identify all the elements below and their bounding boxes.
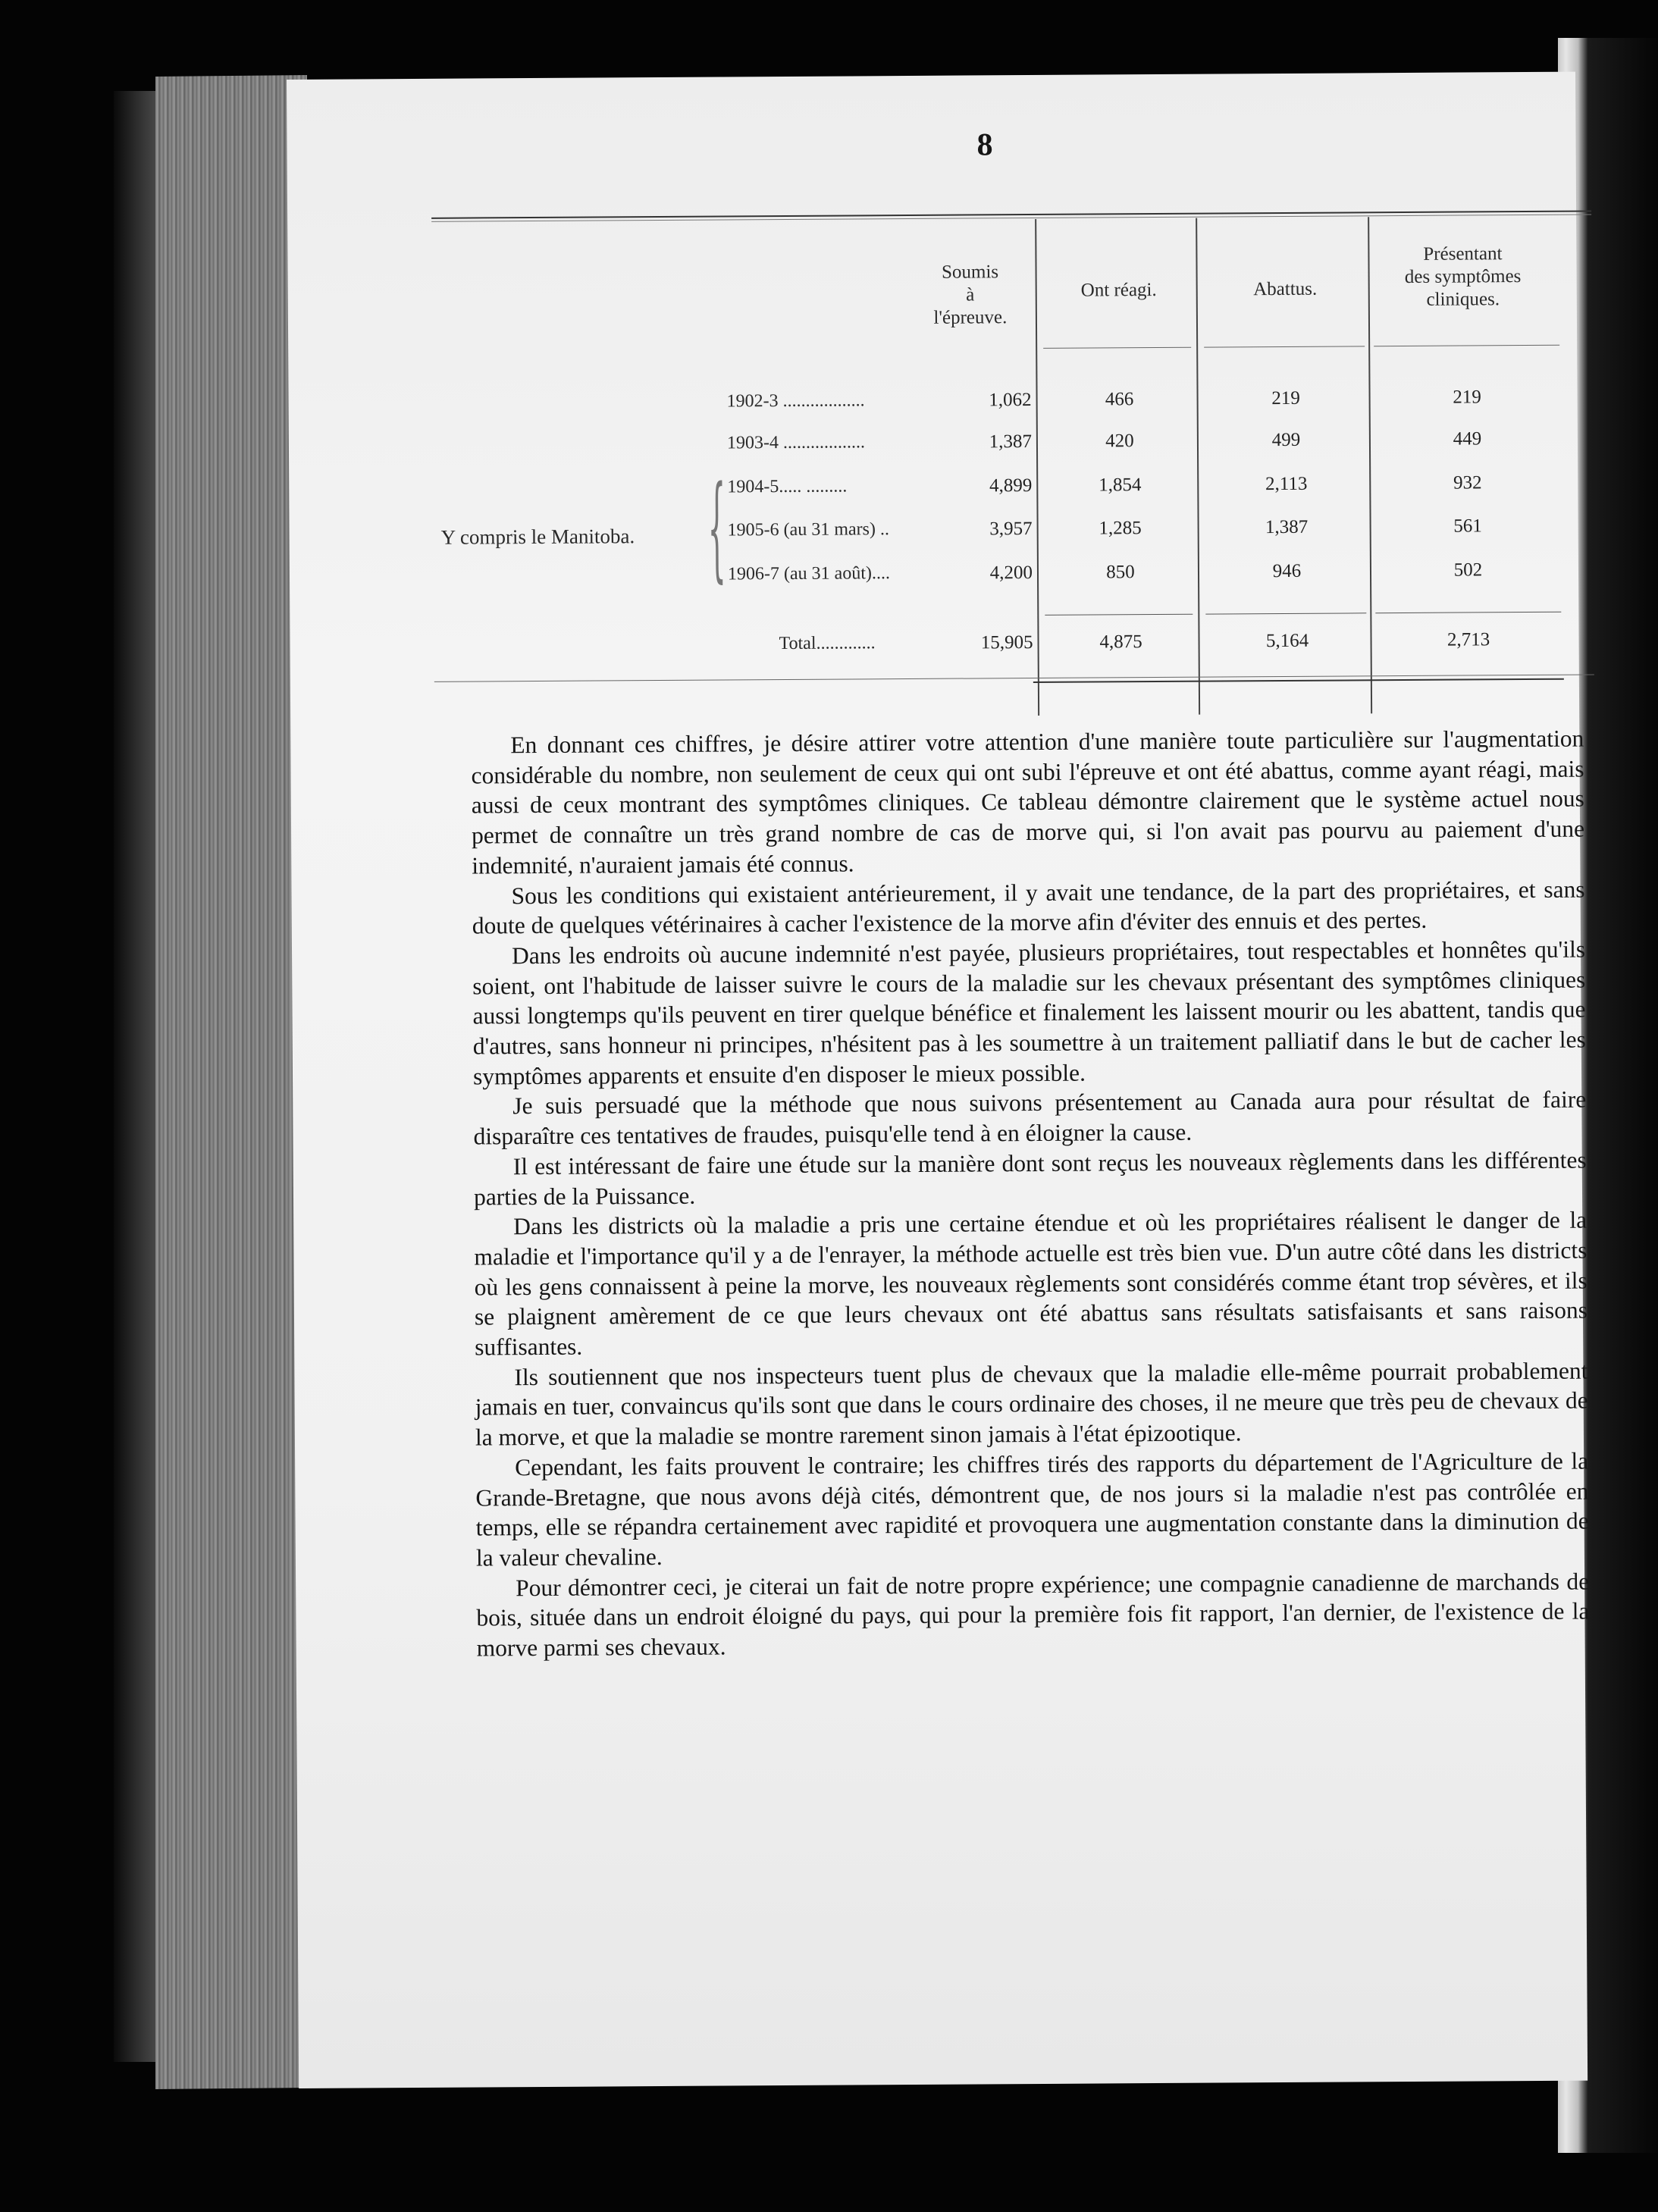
cell-submitted: 1,387	[989, 431, 1033, 453]
cell-reacted: 850	[1106, 562, 1135, 583]
header-symptoms: Présentant des symptômes cliniques.	[1404, 243, 1522, 310]
paragraph: Ils soutiennent que nos inspecteurs tuent plus de chevaux que la maladie elle-même pourrait probablement jamais en tuer, convaincus qu'ils sont que dans le cours ordinaire des choses, il ne meure que très peu de chevaux de la morve, et que la maladie se montre rarement sinon jamais à l'état épizootique.	[475, 1357, 1588, 1451]
total-submitted: 15,905	[980, 631, 1033, 653]
cell-symptoms: 219	[1453, 387, 1481, 408]
paragraph: Je suis persuadé que la méthode que nous suivons présentement au Canada aura pour résultat de faire disparaître ces tentatives de fraudes, puisqu'elle tend à en éloigner la cause.	[473, 1086, 1587, 1150]
cell-submitted: 4,899	[989, 475, 1033, 497]
total-symptoms: 2,713	[1446, 629, 1490, 650]
header-submitted: Soumis à l'épreuve.	[933, 262, 1008, 328]
total-rule	[1205, 613, 1366, 614]
total-label: Total.............	[779, 633, 876, 654]
cell-slaughtered: 1,387	[1265, 516, 1309, 538]
body-text	[471, 724, 1589, 1664]
paragraph: Cependant, les faits prouvent le contraire; les chiffres tirés des rapports du département de l'Agriculture de la Grande-Bretagne, que nous avons déjà cités, démontrent que, de nos jours si la maladie n'est pas contrôlée en temps, elle se répandra certainement avec rapidité et provoquera une augmentation constante dans la diminution de la valeur chevaline.	[475, 1447, 1589, 1571]
cell-slaughtered: 2,113	[1265, 473, 1308, 495]
row-label: 1903-4 ..................	[726, 432, 866, 453]
total-rule	[1375, 612, 1561, 613]
row-label: 1906-7 (au 31 août)....	[727, 563, 891, 584]
cell-reacted: 1,854	[1099, 475, 1142, 496]
page-number: 8	[976, 127, 993, 163]
total-rule	[1045, 614, 1193, 616]
total-slaughtered: 5,164	[1265, 630, 1309, 652]
paragraph: En donnant ces chiffres, je désire attirer votre attention d'une manière toute particulière sur l'augmentation considérable du nombre, non seulement de ceux qui ont subi l'épreuve et ont été abattus, comme ayant réagi, mais aussi de ceux montrant des symptômes cliniques. Ce tableau démontre clairement que le système actuel nous permet de connaître un très grand nombre de cas de morve qui, si l'on avait pas pourvu au paiement d'une indemnité, n'auraient jamais été connus.	[471, 725, 1585, 879]
paragraph: Sous les conditions qui existaient antérieurement, il y avait une tendance, de la part des propriétaires, et sans doute de quelques vétérinaires à cacher l'existence de la morve afin d'éviter des ennuis et des pertes.	[472, 876, 1585, 939]
statistics-table	[287, 72, 1575, 654]
header-reacted: Ont réagi.	[1080, 279, 1157, 301]
row-label: 1902-3 ..................	[726, 390, 865, 412]
header-underline	[1043, 347, 1191, 349]
cell-submitted: 4,200	[989, 562, 1033, 584]
cell-symptoms: 449	[1453, 428, 1482, 450]
cell-submitted: 3,957	[989, 519, 1033, 540]
table-column-divider	[1035, 219, 1039, 716]
cell-slaughtered: 499	[1271, 429, 1301, 451]
cell-symptoms: 502	[1453, 559, 1483, 581]
row-label: 1904-5..... .........	[727, 476, 848, 497]
row-label: 1905-6 (au 31 mars) ..	[727, 519, 889, 540]
cell-symptoms: 932	[1453, 472, 1482, 493]
row-group-brace: {	[707, 462, 727, 594]
group-label: Y compris le Manitoba.	[440, 525, 635, 549]
cell-reacted: 1,285	[1099, 518, 1142, 539]
paragraph: Dans les endroits où aucune indemnité n'est payée, plusieurs propriétaires, tout respectables et honnêtes qu'ils soient, ont l'habitude de laisser suivre le cours de la maladie sur les chevaux présentant des symptômes cliniques aussi longtemps qu'ils peuvent en tirer quelque bénéfice et finalement les laissent mourir ou les abattent, tandis que d'autres, sans honneur ni principes, n'hésitent pas à les soumettre à un traitement palliatif dans le but de cacher les symptômes apparents et ensuite d'en disposer le mieux possible.	[472, 935, 1586, 1090]
cell-slaughtered: 219	[1271, 387, 1300, 409]
document-page	[287, 72, 1590, 2088]
cell-symptoms: 561	[1453, 515, 1482, 537]
total-reacted: 4,875	[1099, 631, 1142, 653]
cell-submitted: 1,062	[989, 390, 1032, 411]
header-underline	[1204, 346, 1365, 347]
cell-reacted: 466	[1105, 389, 1134, 410]
cell-reacted: 420	[1105, 431, 1134, 452]
table-bottom-rule-short	[1033, 678, 1564, 683]
book-page-edges	[155, 75, 307, 2089]
header-underline	[1374, 345, 1559, 346]
cell-slaughtered: 946	[1272, 560, 1302, 582]
paragraph: Dans les districts où la maladie a pris une certaine étendue et où les propriétaires réalisent le danger de la maladie et l'importance qu'il y a de l'enrayer, la méthode actuelle est très bien vue. D'un autre côté dans les districts où les gens connaissent à peine la morve, les nouveaux règlements sont considérés comme étant trop sévères, et ils se plaignent amèrement de ce que leurs chevaux ont été abattus sans résultats satisfaisants et sans raisons suffisantes.	[474, 1206, 1588, 1361]
table-bottom-rule	[434, 674, 1594, 681]
paragraph: Pour démontrer ceci, je citerai un fait de notre propre expérience; une compagnie canadienne de marchands de bois, située dans un endroit éloigné du pays, qui pour la première fois fit rapport, l'an dernier, de l'existence de la morve parmi ses chevaux.	[476, 1568, 1590, 1662]
header-slaughtered: Abattus.	[1253, 278, 1318, 300]
paragraph: Il est intéressant de faire une étude sur la manière dont sont reçus les nouveaux règlements dans les différentes parties de la Puissance.	[473, 1146, 1587, 1211]
